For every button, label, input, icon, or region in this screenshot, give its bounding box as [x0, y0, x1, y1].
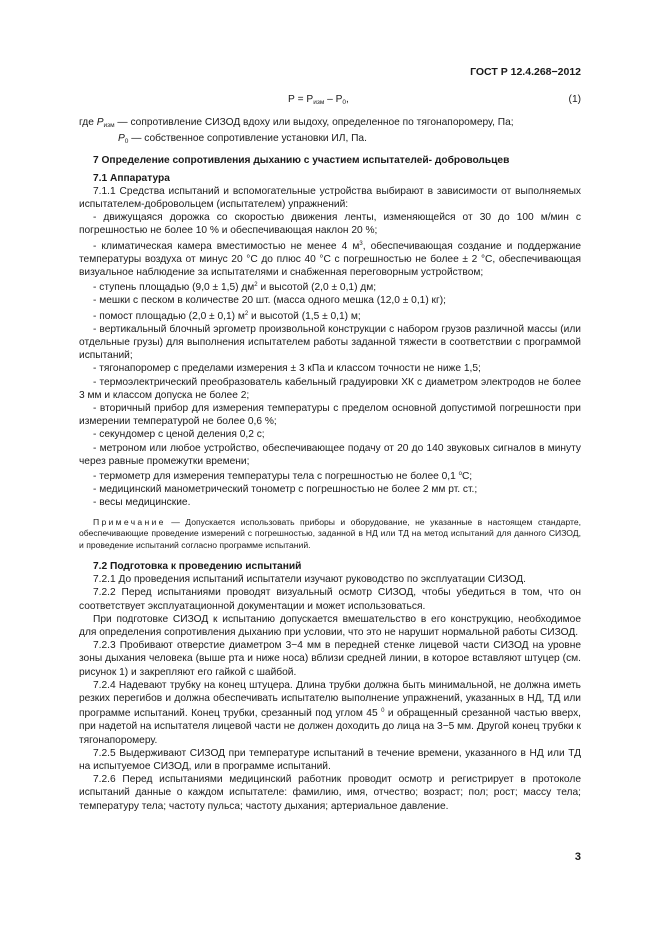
formula-expression: $Р = Р_{изм} - Р_0$,: [288, 94, 349, 106]
paragraph-7-2-4: 7.2.4 Надевают трубку на конец штуцера. Длина трубки должна быть минимальной, не должна иметь резких перегибов и должна обеспечивать испытателю выполнение упражнений, указанных в НД, ТД или программе испытаний. Конец трубки, срезанный под углом 45 $^0$ и обращенный срезанной частью вверх, при надетой на испытателя лицевой части не должен доходить до лица на 3−5 мм. Другой конец трубки к тягонапоромеру.: [79, 679, 581, 746]
equipment-item: - климатическая камера вместимостью не менее 4 $м^3$, обеспечивающая создание и поддержание температуры воздуха от минус 20 °С до плюс 40 °С с погрешностью не более ± 2 °С, обеспечивающая визуальное наблюдение за испытателями и снабженная переговорным устройством;: [79, 240, 581, 279]
paragraph-7-1-1: 7.1.1 Средства испытаний и вспомогательные устройства выбирают в зависимости от выполняемых испытателем-добровольцем (испытателем) упражнений:: [79, 185, 581, 211]
paragraph-7-2-1: 7.2.1 До проведения испытаний испытатели изучают руководство по эксплуатации СИЗОД.: [93, 574, 527, 586]
document-body: [79, 116, 581, 813]
equipment-item: - помост площадью (2,0 ± 0,1) $м^2$ и высотой (1,5 ± 0,1) м;: [93, 310, 361, 322]
equipment-item: - движущаяся дорожка со скоростью движения ленты, изменяющейся от 30 до 100 м/мин с погрешностью не более 10 % и обеспечивающая наклон 20 %;: [79, 212, 581, 237]
paragraph-7-2-2-cont: При подготовке СИЗОД к испытанию допускается вмешательство в его конструкцию, необходимое для определения сопротивления дыханию при условии, что это не нарушит нормальной работы СИЗОД.: [79, 613, 581, 638]
standard-designation: ГОСТ Р 12.4.268−2012: [470, 66, 581, 78]
equipment-item: - термометр для измерения температуры тела с погрешностью не более 0,1 $^о$С;: [93, 471, 473, 483]
definition-p0: $Р_0$ — собственное сопротивление установки ИЛ, Па.: [118, 133, 367, 146]
note-label: Примечание: [93, 516, 166, 527]
formula-number: (1): [568, 94, 581, 105]
equipment-item: - мешки с песком в количестве 20 шт. (масса одного мешка (12,0 ± 0,1) кг);: [93, 295, 446, 307]
equipment-item: - метроном или любое устройство, обеспечивающее подачу от 20 до 140 звуковых сигналов в минуту через равные промежутки времени;: [79, 442, 581, 467]
equipment-item: - термоэлектрический преобразователь кабельный градуировки ХК с диаметром электродов не более 3 мм и классом допуска не более 2;: [79, 376, 581, 401]
section-7-1-title: 7.1 Аппаратура: [93, 172, 170, 184]
equipment-item: - тягонапоромер с пределами измерения ± 3 кПа и классом точности не ниже 1,5;: [93, 363, 481, 375]
page-number: 3: [574, 851, 581, 863]
section-7-2-title: 7.2 Подготовка к проведению испытаний: [93, 560, 302, 572]
equipment-item: - вторичный прибор для измерения температуры с пределом основной допустимой погрешности при измерении температурой не более 0,6 %;: [79, 403, 581, 428]
paragraph-7-2-5: 7.2.5 Выдерживают СИЗОД при температуре испытаний в течение времени, указанного в НД или ТД на испытуемое СИЗОД, или в программе испытаний.: [79, 747, 581, 772]
note-block: Примечание — Допускается использовать приборы и оборудование, не указанные в настоящем стандарте, обеспечивающие проведение измерений с погрешностью, заданной в НД или ТД на метод испытаний для данного СИЗОД, и проведение испытаний согласно программе испытаний.: [79, 516, 581, 550]
equipment-item: - весы медицинские.: [93, 497, 191, 509]
equipment-item: - медицинский манометрический тонометр с погрешностью не более 2 мм рт. ст.;: [93, 484, 478, 496]
equipment-item: - секундомер с ценой деления 0,2 с;: [93, 429, 265, 441]
paragraph-7-2-2: 7.2.2 Перед испытаниями проводят визуальный осмотр СИЗОД, чтобы убедиться в том, что он соответствует эксплуатационной документации и может использоваться.: [79, 587, 581, 612]
paragraph-7-2-6: 7.2.6 Перед испытаниями медицинский работник проводит осмотр и регистрирует в протоколе испытаний данные о каждом испытателе: фамилию, имя, отчество; возраст; пол; рост; массу тела; температуру тела; частоту пульса; частоту дыхания; артериальное давление.: [79, 774, 581, 812]
definition-p-izm: где $Р_{изм}$ — сопротивление СИЗОД вдоху или выдоху, определенное по тягонапоромеру, Па;: [79, 117, 514, 129]
section-7-title: 7 Определение сопротивления дыханию с участием испытателей- добровольцев: [93, 155, 510, 167]
equipment-item: - вертикальный блочный эргометр произвольной конструкции с набором грузов различной массы (или отдельные грузы) для выполнения испытателем работы заданной тяжести в соответствии с программой испытаний;: [79, 323, 581, 362]
paragraph-7-2-3: 7.2.3 Пробивают отверстие диаметром 3−4 мм в передней стенке лицевой части СИЗОД на уровне зоны дыхания человека (выше рта и ниже носа) вблизи средней линии, в которое вставляют штуцер (см. рисунок 1) и закрепляют его гайкой с шайбой.: [79, 640, 581, 678]
equipment-item: - ступень площадью (9,0 ± 1,5) $дм^2$ и высотой (2,0 ± 0,1) дм;: [93, 282, 377, 294]
